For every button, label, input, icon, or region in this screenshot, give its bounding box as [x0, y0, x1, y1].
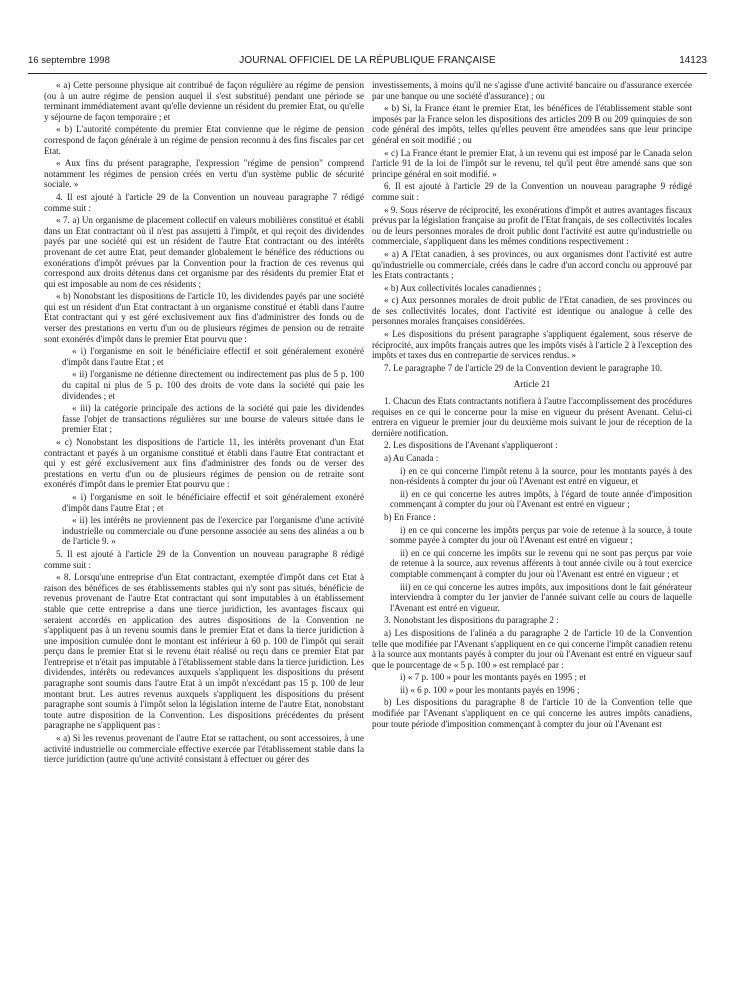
header-rule: [28, 73, 707, 74]
paragraph: « b) L'autorité compétente du premier Etat convienne que le régime de pension correspond de façon générale à un régime de pension reconnu à des fins fiscales par cet Etat.: [44, 124, 364, 156]
paragraph: b) En France :: [384, 511, 436, 522]
article-heading: Article 21: [513, 379, 551, 390]
paragraph: « 9. Sous réserve de réciprocité, les exonérations d'impôt et autres avantages fiscaux prévus par la législation française au profit de l'Etat français, de ses collectivités locales ou de leurs personnes morales de droit public dont l'activité est autre qu'industrielle ou commerciale, s'appliquent dans les mêmes conditions respectivement :: [372, 204, 692, 247]
header-date: 16 septembre 1998: [28, 55, 110, 66]
paragraph: 7. Le paragraphe 7 de l'article 29 de la Convention devient le paragraphe 10.: [384, 362, 663, 373]
journal-title: JOURNAL OFFICIEL DE LA RÉPUBLIQUE FRANÇAISE: [239, 55, 496, 66]
left-column: [44, 80, 364, 767]
paragraph: 2. Les dispositions de l'Avenant s'appliqueront :: [384, 440, 558, 451]
paragraph: « i) l'organisme en soit le bénéficiaire effectif et soit généralement exonéré d'impôt dans l'autre Etat ; et: [62, 491, 364, 513]
paragraph: 3. Nonobstant les dispositions du paragraphe 2 :: [384, 615, 559, 626]
paragraph: i) en ce qui concerne les impôts perçus par voie de retenue à la source, à toute somme payée à compter du jour où l'Avenant est entré en vigueur ;: [390, 524, 692, 546]
paragraph: « a) A l'Etat canadien, à ses provinces, ou aux organismes dont l'activité est autre qu'industrielle ou commerciale, créés dans le cadre d'un accord conclu ou approuvé par les Etats contractants ;: [372, 248, 692, 281]
paragraph: i) « 7 p. 100 » pour les montants payés en 1995 ; et: [400, 672, 586, 683]
paragraph: a) Au Canada :: [384, 453, 439, 463]
paragraph: 1. Chacun des Etats contractants notifiera à l'autre l'accomplissement des procédures requises en ce qui le concerne pour la mise en vigueur du présent Avenant. Celui-ci entrera en vigueur le premier jour du deuxième mois suivant le jour de réception de la dernière notification.: [372, 396, 692, 438]
paragraph: a) Les dispositions de l'alinéa a du paragraphe 2 de l'article 10 de la Convention telle que modifiée par l'Avenant s'appliquent en ce qui concerne l'impôt canadien retenu à la source aux montants payés à compter du jour où l'Avenant est entré en vigueur sauf que le pourcentage de « 5 p. 100 » est remplacé par :: [372, 627, 692, 670]
paragraph: ii) en ce qui concerne les impôts sur le revenu qui ne sont pas perçus par voie de retenue à la source, aux revenus afférents à tout année civile ou à tout exercice comptable commençant à compter du jour où l'Avenant est entré en vigueur ; et: [390, 547, 692, 579]
paragraph: 5. Il est ajouté à l'article 29 de la Convention un nouveau paragraphe 8 rédigé comme suit :: [44, 548, 364, 570]
paragraph: 4. Il est ajouté à l'article 29 de la Convention un nouveau paragraphe 7 rédigé comme suit :: [44, 191, 364, 213]
paragraph: « a) Si les revenus provenant de l'autre Etat se rattachent, ou sont accessoires, à une activité industrielle ou commerciale effective exercée par l'établissement stable dans la tierce juridiction (autre qu'une activité consistant à effectuer ou gérer des: [44, 733, 364, 765]
paragraph: « iii) la catégorie principale des actions de la société qui paie les dividendes fasse l'objet de transactions régulières sur une bourse de valeurs située dans le premier Etat ;: [62, 403, 364, 435]
paragraph: investissements, à moins qu'il ne s'agisse d'une activité bancaire ou d'assurance exercée par une banque ou une société d'assurance) ; ou: [372, 80, 692, 101]
paragraph: « c) La France étant le premier Etat, à un revenu qui est imposé par le Canada selon l'article 91 de la loi de l'impôt sur le revenu, tel qu'il peut être amendé sans que son principe général en soit modifié. »: [372, 147, 692, 179]
paragraph: ii) « 6 p. 100 » pour les montants payés en 1996 ;: [400, 684, 580, 695]
paragraph: « 8. Lorsqu'une entreprise d'un Etat contractant, exemptée d'impôt dans cet Etat à raison des bénéfices de ses établissements stables qui n'y sont pas situés, bénéficie de revenus provenant de l'autre Etat contractant qui sont imputables à un établissement stable que cette entreprise a dans une tierce juridiction, les avantages fiscaux qui seraient accordés en application des autres dispositions de la Convention ne s'appliquent pas à un revenu soumis dans le premier Etat et dans la tierce juridiction à une imposition cumulée dont le montant est inférieur à 60 p. 100 de l'impôt qui serait perçu dans le premier Etat si le revenu était réalisé ou reçu dans ce premier Etat par l'entreprise et n'était pas imputable à l'établissement stable dans la tierce juridiction. Les dividendes, intérêts ou redevances auxquels s'appliquent les dispositions du présent paragraphe sont soumis dans l'autre Etat à un impôt n'excédant pas 15 p. 100 de leur montant brut. Les autres revenus auxquels s'appliquent les dispositions du présent paragraphe sont soumis à l'impôt selon la législation interne de l'autre Etat, nonobstant toute autre disposition de la Convention. Les dispositions précédentes du présent paragraphe ne s'appliquent pas :: [44, 572, 364, 731]
page-number: 14123: [679, 55, 707, 66]
paragraph: « a) Cette personne physique ait contribué de façon régulière au régime de pension (ou à un autre régime de pension auquel il s'est substitué) pendant une période se terminant immédiatement avant qu'elle devienne un résident du premier Etat, ou qu'elle y séjourne de façon temporaire ; et: [44, 80, 364, 122]
paragraph: « b) Si, la France étant le premier Etat, les bénéfices de l'établissement stable sont imposés par la France selon les dispositions des articles 209 B ou 209 quinquies de son code général des impôts, telles qu'elles peuvent être amendées sans que leur principe général en soit modifié ; ou: [372, 103, 692, 145]
paragraph: « Aux fins du présent paragraphe, l'expression "régime de pension" comprend notamment les régimes de pension créés en vertu d'un système public de sécurité sociale. »: [44, 158, 364, 190]
right-column: [372, 80, 692, 731]
paragraph: b) Les dispositions du paragraphe 8 de l'article 10 de la Convention telle que modifiée par l'Avenant s'appliquent en ce qui concerne les autres impôts canadiens, pour toute période d'imposition commençant à compter du jour où l'Avenant est: [372, 697, 692, 729]
paragraph: « 7. a) Un organisme de placement collectif en valeurs mobilières constitué et établi dans un Etat contractant où il n'est pas assujetti à l'impôt, et qui reçoit des dividendes payés par une société qui est un résident de l'autre Etat contractant ou des intérêts provenant de cet autre Etat, peut demander globalement le bénéfice des réductions ou exonérations d'impôt prévues par la Convention pour la fraction de ces revenus qui correspond aux droits détenus dans cet organisme par des résidents du premier Etat et qui est imposable au nom de ces résidents ;: [44, 215, 364, 289]
paragraph: « c) Nonobstant les dispositions de l'article 11, les intérêts provenant d'un Etat contractant et payés à un organisme constitué et établi dans l'autre Etat contractant et qui y est géré exclusivement aux fins d'administrer des fonds ou de verser des prestations en vertu d'un ou de plusieurs régimes de pension ou de retraite sont exonérés d'impôt dans le premier Etat pourvu que :: [44, 437, 364, 490]
paragraph: « i) l'organisme en soit le bénéficiaire effectif et soit généralement exonéré d'impôt dans l'autre Etat ; et: [62, 346, 364, 367]
paragraph: « c) Aux personnes morales de droit public de l'Etat canadien, de ses provinces ou de ses collectivités locales, dont l'activité est identique ou analogue à celle des personnes morales françaises considérées.: [372, 295, 692, 327]
paragraph: « b) Nonobstant les dispositions de l'article 10, les dividendes payés par une société qui est un résident d'un Etat contractant à un organisme constitué et établi dans l'autre Etat contractant qui y est géré exclusivement aux fins d'administrer des fonds ou de verser des prestations en vertu d'un ou de plusieurs régimes de pension ou de retraite sont exonérés d'impôt dans le premier Etat pourvu que :: [44, 291, 364, 344]
paragraph: 6. Il est ajouté à l'article 29 de la Convention un nouveau paragraphe 9 rédigé comme suit :: [372, 181, 692, 202]
paragraph: « Les dispositions du présent paragraphe s'appliquent également, sous réserve de réciprocité, aux impôts français autres que les impôts visés à l'article 2 à l'exception des impôts et taxes dus en contrepartie de services rendus. »: [372, 329, 692, 361]
paragraph: « ii) l'organisme ne détienne directement ou indirectement pas plus de 5 p. 100 du capital ni plus de 5 p. 100 des droits de vote dans la société qui paie les dividendes ; et: [62, 369, 364, 401]
page-header: [28, 55, 707, 71]
paragraph: iii) en ce qui concerne les autres impôts, aux impositions dont le fait générateur interviendra à compter du 1er janvier de l'année suivant celle au cours de laquelle l'Avenant est entré en vigueur.: [390, 581, 692, 613]
paragraph: « ii) les intérêts ne proviennent pas de l'exercice par l'organisme d'une activité industrielle ou commerciale ou d'une personne associée au sens des alinéas a ou b de l'article 9. »: [62, 515, 364, 547]
paragraph: ii) en ce qui concerne les autres impôts, à l'égard de toute année d'imposition commençant à compter du jour où l'Avenant est entré en vigueur ;: [390, 488, 692, 510]
paragraph: i) en ce qui concerne l'impôt retenu à la source, pour les montants payés à des non-résidents à compter du jour où l'Avenant est entré en vigueur, et: [390, 465, 692, 487]
paragraph: « b) Aux collectivités locales canadiennes ;: [384, 282, 542, 293]
